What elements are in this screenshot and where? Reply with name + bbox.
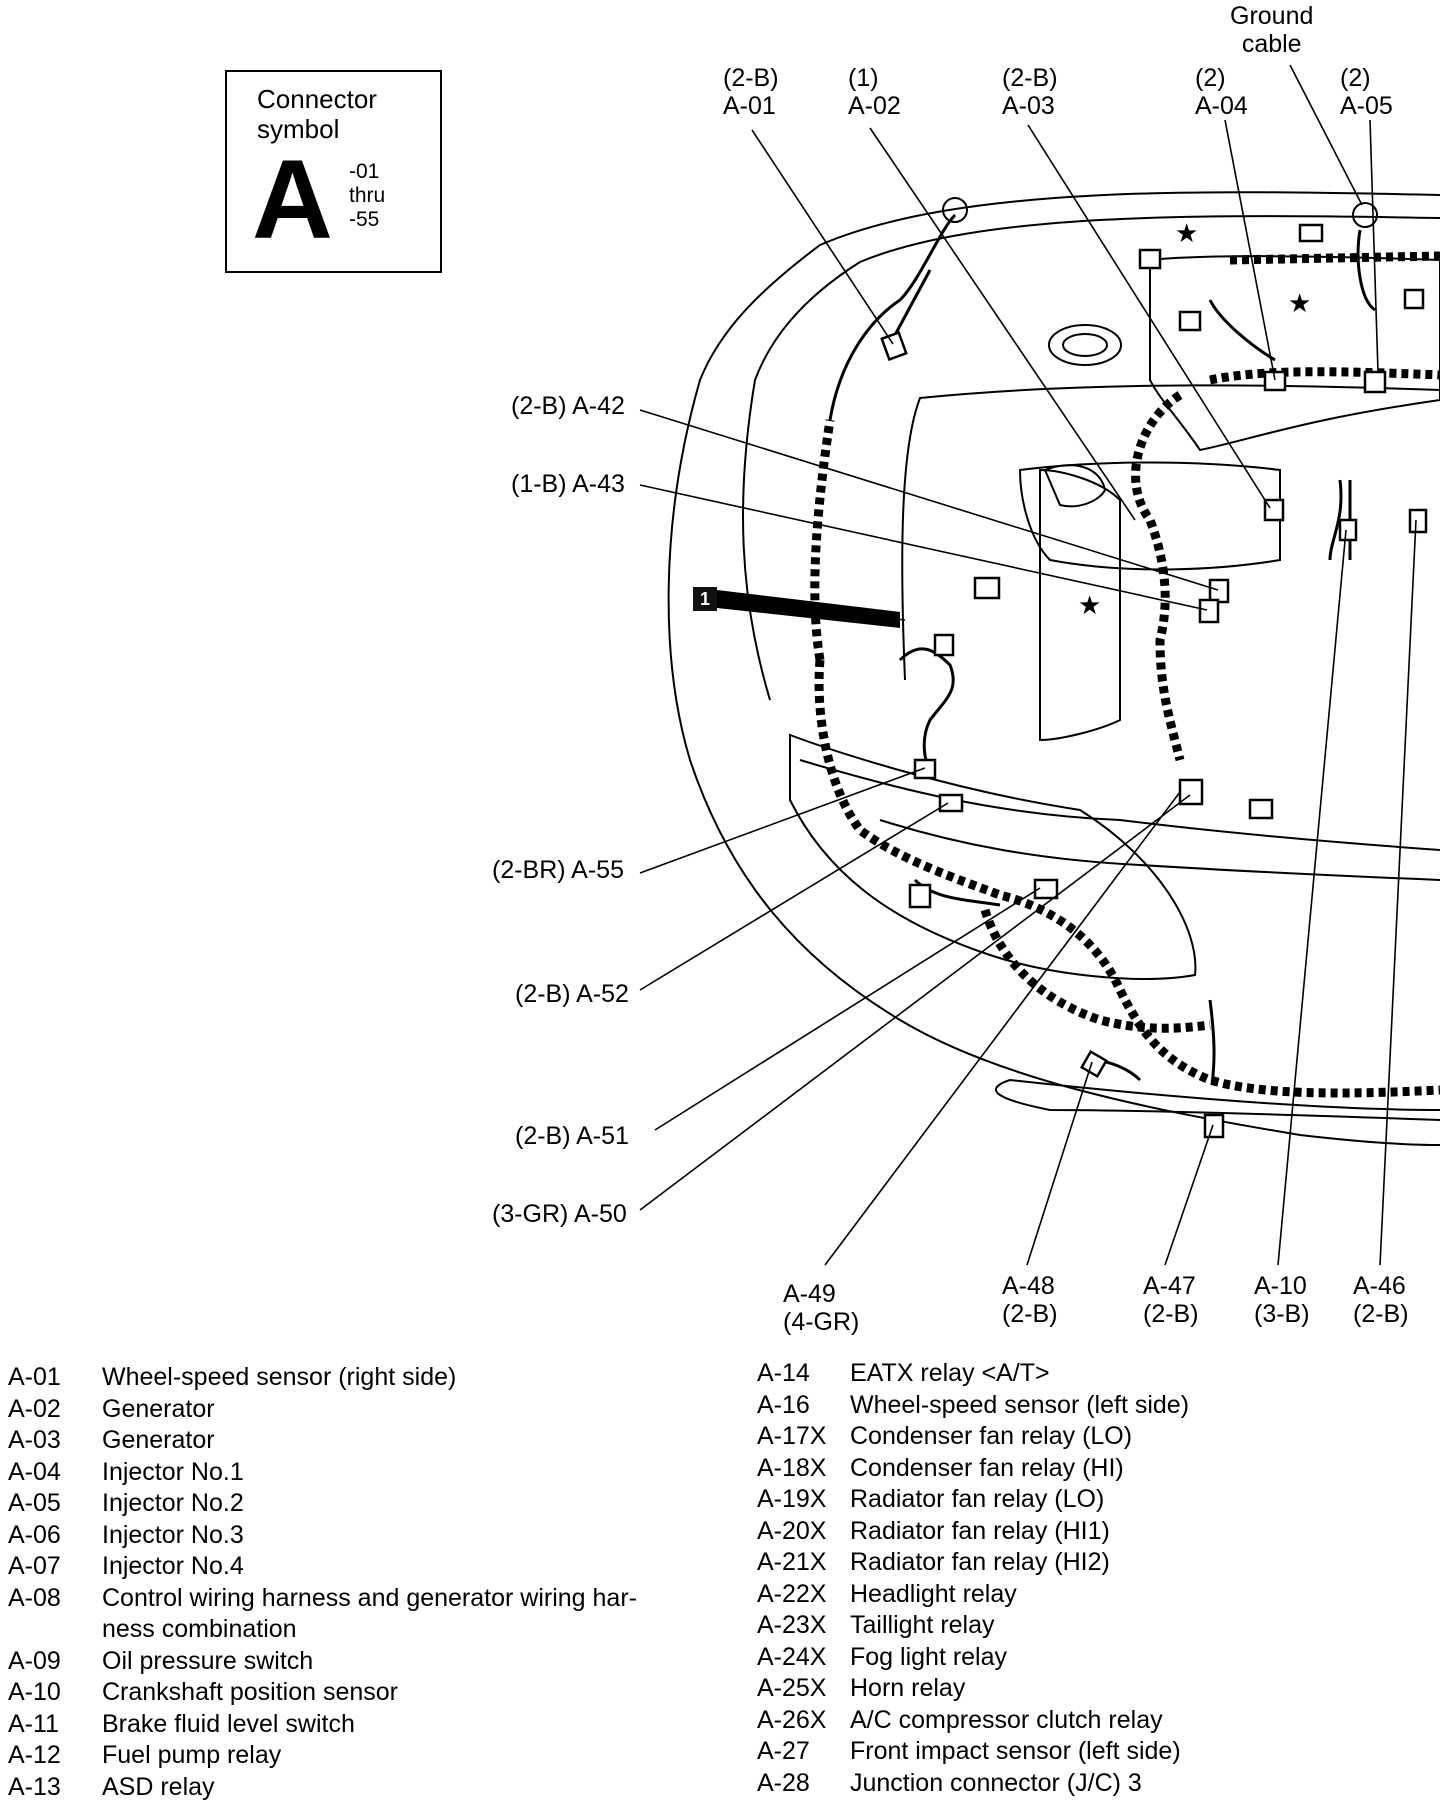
connector-a46: [1410, 510, 1426, 532]
engine-block: [1150, 256, 1440, 450]
legend-description: Fuel pump relay: [102, 1740, 708, 1772]
legend-right: [757, 1358, 1437, 1799]
legend-row: [8, 1740, 708, 1772]
legend-code: A-14: [757, 1358, 810, 1390]
leader-a47: [1165, 1125, 1213, 1265]
legend-description: Radiator fan relay (HI2): [850, 1547, 1437, 1579]
legend-code: A-17X: [757, 1421, 826, 1453]
legend-description: Taillight relay: [850, 1610, 1437, 1642]
legend-row: [757, 1736, 1437, 1768]
legend-description: Control wiring harness and generator wiring har- ness combination: [102, 1583, 708, 1646]
legend-code: A-16: [757, 1390, 810, 1422]
leader-a05: [1370, 120, 1378, 372]
wire-a55: [900, 649, 953, 775]
headlight-outline: [790, 735, 1195, 979]
connector-a52: [940, 795, 962, 811]
legend-code: A-26X: [757, 1705, 826, 1737]
legend-row: [757, 1484, 1437, 1516]
legend-description: Fog light relay: [850, 1642, 1437, 1674]
legend-row: [8, 1551, 708, 1583]
label-ground-cable: Ground cable: [1230, 2, 1313, 58]
label-a46: A-46 (2-B): [1353, 1272, 1409, 1328]
legend-description: Injector No.3: [102, 1520, 708, 1552]
legend-description: Wheel-speed sensor (left side): [850, 1390, 1437, 1422]
legend-code: A-11: [8, 1709, 59, 1741]
connector-symbol-letter: A: [252, 144, 333, 256]
legend-code: A-12: [8, 1740, 61, 1772]
legend-row: [8, 1646, 708, 1678]
callout-arrow: [717, 590, 900, 628]
legend-row: [8, 1457, 708, 1489]
wire-a05: [1358, 230, 1375, 310]
label-a43: (1-B) A-43: [511, 470, 625, 498]
harness-side: [815, 420, 830, 660]
legend-row: [757, 1610, 1437, 1642]
connector-misc-1: [1140, 250, 1160, 268]
legend-code: A-21X: [757, 1547, 826, 1579]
legend-code: A-25X: [757, 1673, 826, 1705]
label-a48: A-48 (2-B): [1002, 1272, 1058, 1328]
label-a02: (1) A-02: [848, 64, 901, 120]
label-a47: A-47 (2-B): [1143, 1272, 1199, 1328]
legend-row: [8, 1772, 708, 1803]
label-a10: A-10 (3-B): [1254, 1272, 1310, 1328]
legend-row: [8, 1488, 708, 1520]
legend-description: EATX relay <A/T>: [850, 1358, 1437, 1390]
connector-a47: [1205, 1115, 1223, 1137]
callout-badge: 1: [693, 587, 717, 611]
connector-a42: [1210, 580, 1228, 602]
connector-a01: [882, 333, 906, 360]
star-icon: ★: [1175, 219, 1198, 249]
connector-symbol-box: [225, 70, 442, 273]
legend-row: [757, 1516, 1437, 1548]
legend-code: A-06: [8, 1520, 61, 1552]
star-icon: ★: [1288, 289, 1311, 319]
legend-code: A-10: [8, 1677, 61, 1709]
legend-row: [8, 1520, 708, 1552]
label-a05: (2) A-05: [1340, 64, 1393, 120]
reservoir-cap-inner: [1063, 334, 1107, 356]
leader-a50: [640, 795, 1190, 1210]
connector-a55: [915, 760, 935, 778]
legend-code: A-08: [8, 1583, 61, 1615]
legend-row: [757, 1705, 1437, 1737]
legend-description: Wheel-speed sensor (right side): [102, 1362, 708, 1394]
fender-line: [902, 385, 1440, 680]
legend-row: [8, 1362, 708, 1394]
legend-row: [757, 1642, 1437, 1674]
wire-a47: [1210, 1000, 1214, 1085]
legend-row: [8, 1394, 708, 1426]
legend-row: [757, 1579, 1437, 1611]
legend-description: Condenser fan relay (HI): [850, 1453, 1437, 1485]
leader-a48: [1027, 1062, 1092, 1265]
legend-row: [757, 1421, 1437, 1453]
wire-a01: [830, 215, 955, 420]
legend-code: A-24X: [757, 1642, 826, 1674]
legend-description: Junction connector (J/C) 3: [850, 1768, 1437, 1800]
label-a51: (2-B) A-51: [515, 1122, 629, 1150]
legend-code: A-07: [8, 1551, 61, 1583]
connector-misc-7: [1250, 800, 1272, 818]
connector-symbol-range: -01 thru -55: [349, 160, 385, 232]
legend-code: A-01: [8, 1362, 61, 1394]
connector-misc-6: [935, 635, 953, 655]
legend-row: [8, 1677, 708, 1709]
bumper-line-2: [880, 820, 1440, 880]
legend-code: A-09: [8, 1646, 61, 1678]
legend-description: Injector No.1: [102, 1457, 708, 1489]
legend-code: A-03: [8, 1425, 61, 1457]
legend-description: Crankshaft position sensor: [102, 1677, 708, 1709]
leader-a46: [1380, 520, 1416, 1265]
leader-a03: [1028, 125, 1270, 508]
label-a55: (2-BR) A-55: [492, 856, 624, 884]
legend-code: A-18X: [757, 1453, 826, 1485]
connector-misc-3: [1300, 225, 1322, 241]
connector-misc-2: [1180, 312, 1200, 330]
bumper-line-1: [800, 760, 1440, 850]
legend-row: [757, 1390, 1437, 1422]
legend-description: Brake fluid level switch: [102, 1709, 708, 1741]
legend-row: [757, 1453, 1437, 1485]
connector-a50: [910, 885, 930, 907]
legend-code: A-19X: [757, 1484, 826, 1516]
wire-a02: [895, 270, 930, 335]
connector-a05: [1365, 372, 1385, 392]
legend-code: A-22X: [757, 1579, 826, 1611]
legend-description: Radiator fan relay (LO): [850, 1484, 1437, 1516]
legend-description: Generator: [102, 1394, 708, 1426]
legend-description: Oil pressure switch: [102, 1646, 708, 1678]
legend-row: [8, 1709, 708, 1741]
connector-a48: [1082, 1052, 1107, 1077]
legend-description: Headlight relay: [850, 1579, 1437, 1611]
legend-description: Radiator fan relay (HI1): [850, 1516, 1437, 1548]
legend-code: A-20X: [757, 1516, 826, 1548]
connector-symbol-title: Connector symbol: [257, 84, 377, 144]
connector-a04: [1265, 372, 1285, 390]
label-a03: (2-B) A-03: [1002, 64, 1058, 120]
legend-code: A-28: [757, 1768, 810, 1800]
leader-a02: [870, 128, 1135, 520]
legend-code: A-13: [8, 1772, 61, 1803]
leader-a10: [1278, 530, 1346, 1265]
legend-row: [757, 1547, 1437, 1579]
connector-misc-5: [975, 578, 999, 598]
legend-code: A-23X: [757, 1610, 826, 1642]
body-outline-inner: [743, 216, 1440, 700]
legend-description: ASD relay: [102, 1772, 708, 1803]
label-a49: A-49 (4-GR): [783, 1280, 859, 1336]
harness-lower: [985, 910, 1210, 1028]
star-icon: ★: [1078, 591, 1101, 621]
leader-a52: [640, 803, 948, 990]
legend-description: Generator: [102, 1425, 708, 1457]
label-a01: (2-B) A-01: [723, 64, 779, 120]
harness-engine: [1210, 372, 1440, 380]
legend-left: [8, 1362, 708, 1803]
legend-code: A-04: [8, 1457, 61, 1489]
connector-misc-4: [1405, 290, 1423, 308]
connector-a10: [1340, 520, 1356, 540]
legend-row: [8, 1425, 708, 1457]
legend-description: Injector No.4: [102, 1551, 708, 1583]
legend-code: A-05: [8, 1488, 61, 1520]
legend-code: A-27: [757, 1736, 810, 1768]
legend-row: [757, 1768, 1437, 1800]
legend-row: [757, 1358, 1437, 1390]
label-a52: (2-B) A-52: [515, 980, 629, 1008]
legend-description: Front impact sensor (left side): [850, 1736, 1437, 1768]
label-a42: (2-B) A-42: [511, 392, 625, 420]
legend-row: [757, 1673, 1437, 1705]
reservoir-cap: [1049, 325, 1121, 365]
legend-code: A-02: [8, 1394, 61, 1426]
label-a50: (3-GR) A-50: [492, 1200, 627, 1228]
radiator-area: [1020, 463, 1280, 570]
leader-a01: [752, 130, 893, 344]
connector-a43: [1200, 600, 1218, 622]
leader-a42: [640, 410, 1218, 590]
legend-description: A/C compressor clutch relay: [850, 1705, 1437, 1737]
harness-riser: [1136, 395, 1180, 760]
label-a04: (2) A-04: [1195, 64, 1248, 120]
legend-row: [8, 1583, 708, 1646]
legend-description: Injector No.2: [102, 1488, 708, 1520]
legend-description: Condenser fan relay (LO): [850, 1421, 1437, 1453]
legend-description: Horn relay: [850, 1673, 1437, 1705]
leader-a51: [655, 888, 1040, 1130]
